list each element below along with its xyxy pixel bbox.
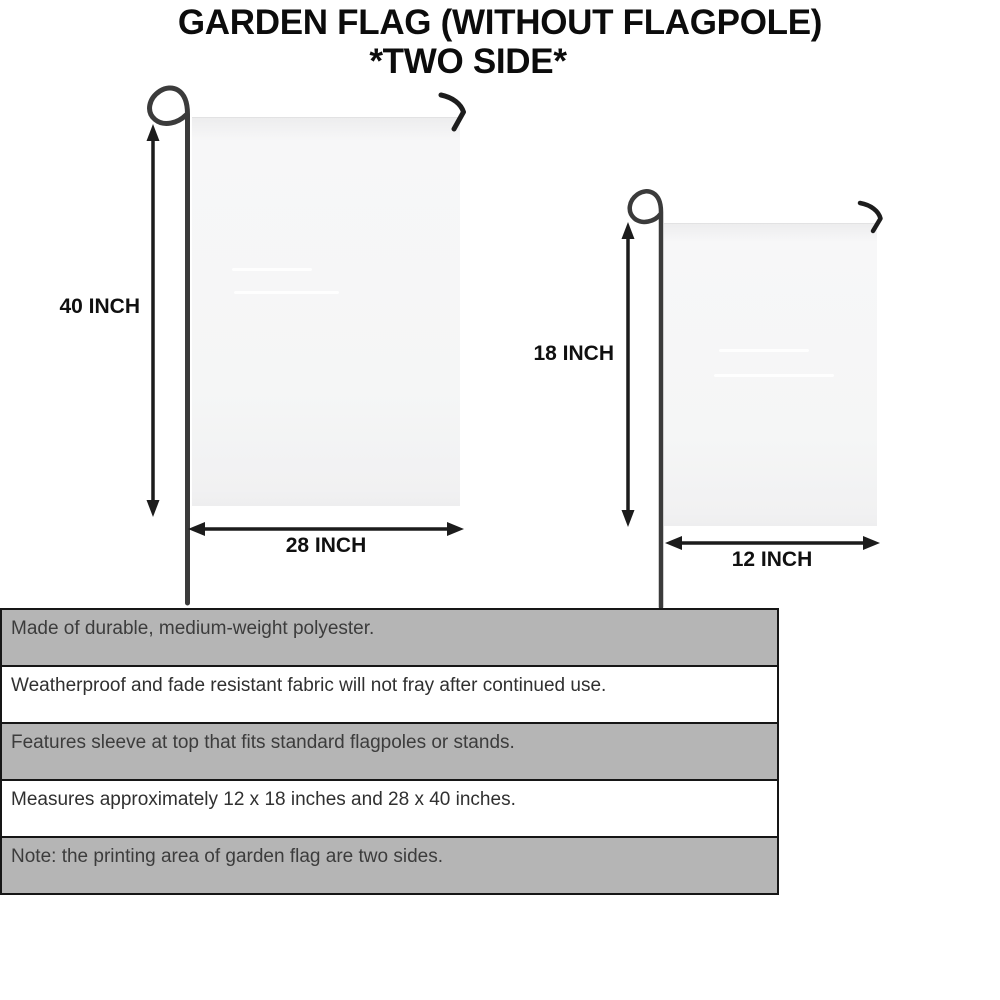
fabric-crease (232, 268, 312, 271)
arrowhead-right-icon (447, 522, 464, 536)
fabric-crease (234, 291, 339, 294)
arrowhead-down-icon (147, 500, 160, 517)
arrowhead-up-icon (622, 222, 635, 239)
arrowhead-right-icon (863, 536, 880, 550)
feature-row: Note: the printing area of garden flag are two sides. (2, 838, 777, 895)
arrowhead-up-icon (147, 124, 160, 141)
features-table (0, 608, 779, 895)
arrowhead-left-icon (188, 522, 205, 536)
page-subtitle: *TWO SIDE* (369, 42, 567, 81)
fabric-crease (719, 349, 809, 352)
feature-row: Measures approximately 12 x 18 inches and 28 x 40 inches. (2, 781, 777, 838)
feature-row: Weatherproof and fade resistant fabric will not fray after continued use. (2, 667, 777, 724)
small-flag-height-label: 18 INCH (533, 342, 614, 365)
fabric-crease (714, 374, 834, 377)
page-title: GARDEN FLAG (WITHOUT FLAGPOLE) (177, 3, 823, 42)
large-flag-height-label: 40 INCH (59, 295, 140, 318)
large-flag-width-label: 28 INCH (285, 534, 367, 557)
flagpole-with-loop (630, 191, 661, 607)
feature-row: Features sleeve at top that fits standard flagpoles or stands. (2, 724, 777, 781)
arrowhead-down-icon (622, 510, 635, 527)
small-flag-canvas (664, 223, 877, 526)
arrowhead-left-icon (665, 536, 682, 550)
feature-row: Made of durable, medium-weight polyester. (2, 610, 777, 667)
flagpole-with-loop (150, 88, 188, 603)
small-flag-width-label: 12 INCH (731, 548, 813, 571)
large-flag-canvas (192, 117, 460, 506)
